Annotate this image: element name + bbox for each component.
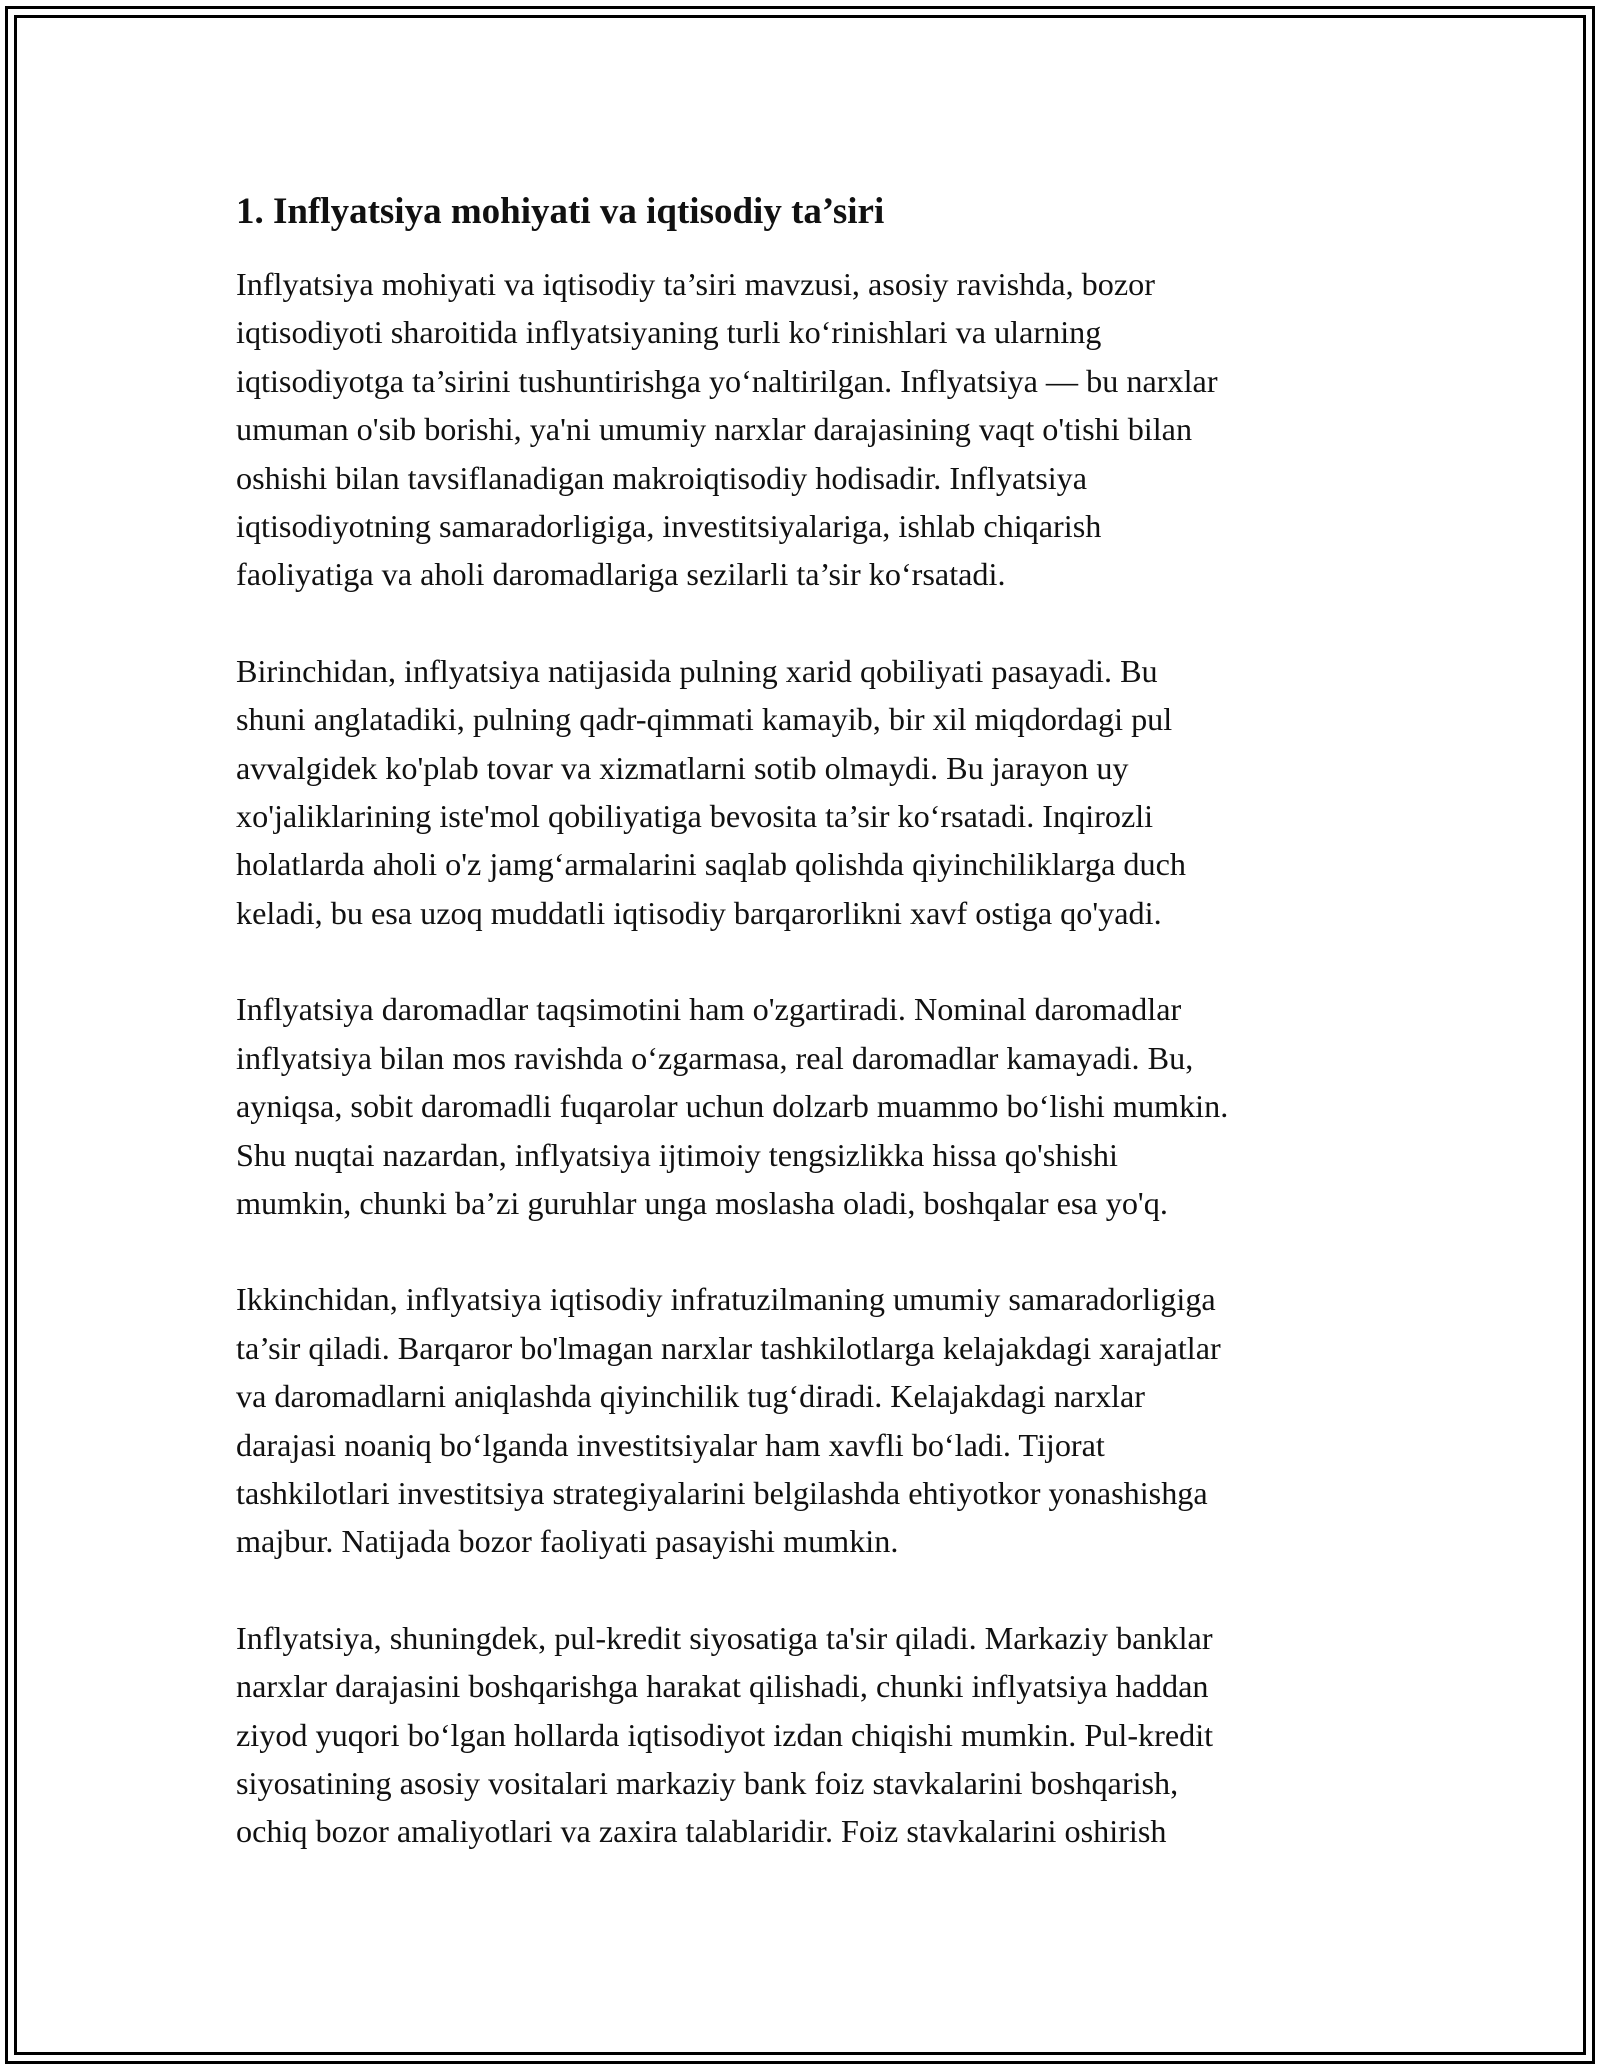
text-line: Ikkinchidan, inflyatsiya iqtisodiy infratuzilmaning umumiy samaradorligiga [236,1281,1216,1318]
text-line: Inflyatsiya daromadlar taqsimotini ham o'zgartiradi. Nominal daromadlar [236,991,1182,1028]
text-line: ayniqsa, sobit daromadli fuqarolar uchun dolzarb muammo bo‘lishi mumkin. [236,1088,1229,1125]
text-line: iqtisodiyoti sharoitida inflyatsiyaning turli ko‘rinishlari va ularning [236,314,1102,351]
text-line: Inflyatsiya mohiyati va iqtisodiy ta’siri mavzusi, asosiy ravishda, bozor [236,266,1155,302]
text-line: oshishi bilan tavsiflanadigan makroiqtisodiy hodisadir. Inflyatsiya [236,459,1088,496]
text-line: iqtisodiyotga ta’sirini tushuntirishga yo‘naltirilgan. Inflyatsiya — bu narxlar [236,362,1218,399]
text-line: iqtisodiyotning samaradorligiga, investitsiyalariga, ishlab chiqarish [236,508,1102,545]
document-body [236,186,1376,1904]
text-line: avvalgidek ko'plab tovar va xizmatlarni sotib olmaydi. Bu jarayon uy [236,749,1129,786]
paragraph [236,1614,1376,1856]
text-line: ta’sir qiladi. Barqaror bo'lmagan narxlar tashkilotlarga kelajakdagi xarajatlar [236,1329,1221,1366]
text-line: siyosatining asosiy vositalari markaziy bank foiz stavkalarini boshqarish, [236,1764,1179,1801]
text-line: inflyatsiya bilan mos ravishda o‘zgarmasa, real daromadlar kamayadi. Bu, [236,1039,1194,1076]
text-line: tashkilotlari investitsiya strategiyalarini belgilashda ehtiyotkor yonashishga [236,1474,1208,1511]
text-line: holatlarda aholi o'z jamg‘armalarini saqlab qolishda qiyinchiliklarga duch [236,846,1186,883]
paragraph [236,647,1376,937]
paragraph [236,985,1376,1227]
text-line: faoliyatiga va aholi daromadlariga sezilarli ta’sir ko‘rsatadi. [236,556,1006,593]
text-line: Shu nuqtai nazardan, inflyatsiya ijtimoiy tengsizlikka hissa qo'shishi [236,1136,1118,1173]
text-line: darajasi noaniq bo‘lganda investitsiyalar ham xavfli bo‘ladi. Tijorat [236,1426,1105,1463]
section-heading: 1. Inflyatsiya mohiyati va iqtisodiy ta’siri [236,191,885,232]
text-line: shuni anglatadiki, pulning qadr-qimmati kamayib, bir xil miqdordagi pul [236,701,1173,738]
paragraph-list [236,260,1376,1856]
text-line: va daromadlarni aniqlashda qiyinchilik tug‘diradi. Kelajakdagi narxlar [236,1378,1145,1415]
text-line: xo'jaliklarining iste'mol qobiliyatiga bevosita ta’sir ko‘rsatadi. Inqirozli [236,798,1154,835]
text-line: ochiq bozor amaliyotlari va zaxira talablaridir. Foiz stavkalarini oshirish [236,1813,1167,1850]
text-line: mumkin, chunki ba’zi guruhlar unga moslasha oladi, boshqalar esa yo'q. [236,1184,1168,1221]
paragraph [236,260,1376,599]
text-line: narxlar darajasini boshqarishga harakat qilishadi, chunki inflyatsiya haddan [236,1668,1209,1705]
text-line: ziyod yuqori bo‘lgan hollarda iqtisodiyot izdan chiqishi mumkin. Pul-kredit [236,1716,1214,1753]
text-line: keladi, bu esa uzoq muddatli iqtisodiy barqarorlikni xavf ostiga qo'yadi. [236,894,1162,931]
text-line: Inflyatsiya, shuningdek, pul-kredit siyosatiga ta'sir qiladi. Markaziy banklar [236,1619,1213,1656]
paragraph [236,1275,1376,1565]
text-line: majbur. Natijada bozor faoliyati pasayishi mumkin. [236,1523,899,1560]
text-line: Birinchidan, inflyatsiya natijasida pulning xarid qobiliyati pasayadi. Bu [236,652,1158,689]
text-line: umuman o'sib borishi, ya'ni umumiy narxlar darajasining vaqt o'tishi bilan [236,411,1193,448]
